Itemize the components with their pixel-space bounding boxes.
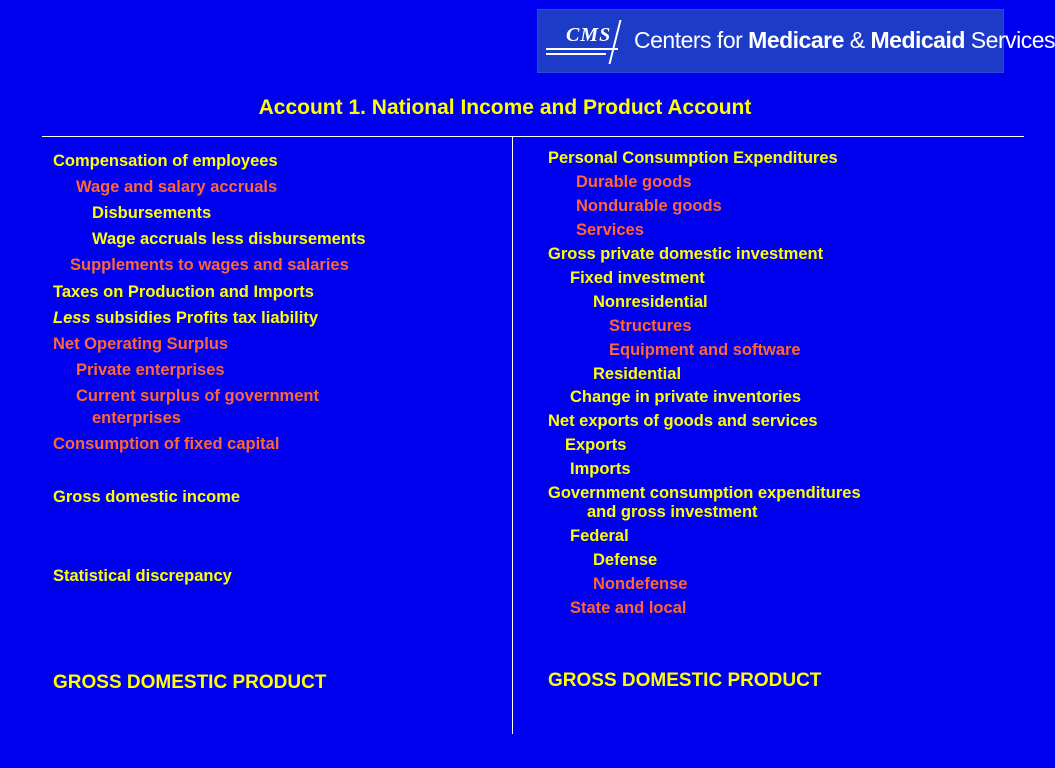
gdp-total-left: GROSS DOMESTIC PRODUCT — [53, 672, 327, 693]
services: Services — [576, 221, 644, 239]
cms-logo-letters: CMS — [566, 24, 612, 46]
fixed-investment: Fixed investment — [570, 269, 705, 287]
residential: Residential — [593, 365, 682, 383]
government-gross-investment: and gross investment — [587, 503, 758, 521]
logo-swoosh-bar — [546, 48, 618, 50]
nondurable-goods: Nondurable goods — [576, 197, 722, 215]
disbursements: Disbursements — [92, 204, 212, 222]
statistical-discrepancy: Statistical discrepancy — [53, 567, 232, 585]
logo-name-part: Medicare — [748, 27, 844, 53]
net-operating-surplus: Net Operating Surplus — [53, 335, 229, 353]
wage-and-salary-accruals: Wage and salary accruals — [76, 178, 278, 196]
consumption-of-fixed-capital: Consumption of fixed capital — [53, 435, 280, 453]
gdp-total-right: GROSS DOMESTIC PRODUCT — [548, 670, 822, 691]
logo-name-part: Medicaid — [870, 27, 965, 53]
less-label: Less — [53, 309, 91, 327]
gross-domestic-income: Gross domestic income — [53, 488, 241, 506]
logo-swoosh-bar — [546, 53, 606, 55]
cms-logo-mark — [546, 18, 626, 64]
logo-name-part: & — [843, 27, 871, 53]
personal-consumption-expenditures: Personal Consumption Expenditures — [548, 149, 838, 167]
current-surplus-government: Current surplus of government — [76, 387, 319, 405]
column-divider — [512, 137, 513, 734]
nondefense: Nondefense — [593, 575, 688, 593]
equipment-and-software: Equipment and software — [609, 341, 801, 359]
change-in-private-inventories: Change in private inventories — [570, 388, 802, 406]
exports: Exports — [565, 436, 627, 454]
page-title: Account 1. National Income and Product Account — [258, 96, 752, 119]
horizontal-divider — [42, 136, 1024, 137]
federal: Federal — [570, 527, 629, 545]
net-exports: Net exports of goods and services — [548, 412, 818, 430]
imports: Imports — [570, 460, 631, 478]
taxes-on-production: Taxes on Production and Imports — [53, 283, 314, 301]
wage-accruals-less-disbursements: Wage accruals less disbursements — [92, 230, 366, 248]
supplements-to-wages: Supplements to wages and salaries — [70, 256, 349, 274]
current-surplus-enterprises: enterprises — [92, 409, 181, 427]
less-subsidies-profits-tax — [53, 308, 318, 328]
private-enterprises: Private enterprises — [76, 361, 225, 379]
logo-name-part: Services — [964, 27, 1055, 53]
gross-private-domestic-investment: Gross private domestic investment — [548, 245, 824, 263]
durable-goods: Durable goods — [576, 173, 692, 191]
government-consumption-expenditures: Government consumption expenditures — [548, 484, 861, 502]
cms-logo-name — [634, 27, 1055, 54]
cms-logo — [537, 9, 1055, 73]
subsidies-label: subsidies Profits tax liability — [90, 309, 319, 327]
defense: Defense — [593, 551, 658, 569]
structures: Structures — [609, 317, 692, 335]
compensation-of-employees: Compensation of employees — [53, 152, 278, 170]
logo-name-part: Centers for — [634, 27, 749, 53]
nonresidential: Nonresidential — [593, 293, 708, 311]
state-and-local: State and local — [570, 599, 687, 617]
